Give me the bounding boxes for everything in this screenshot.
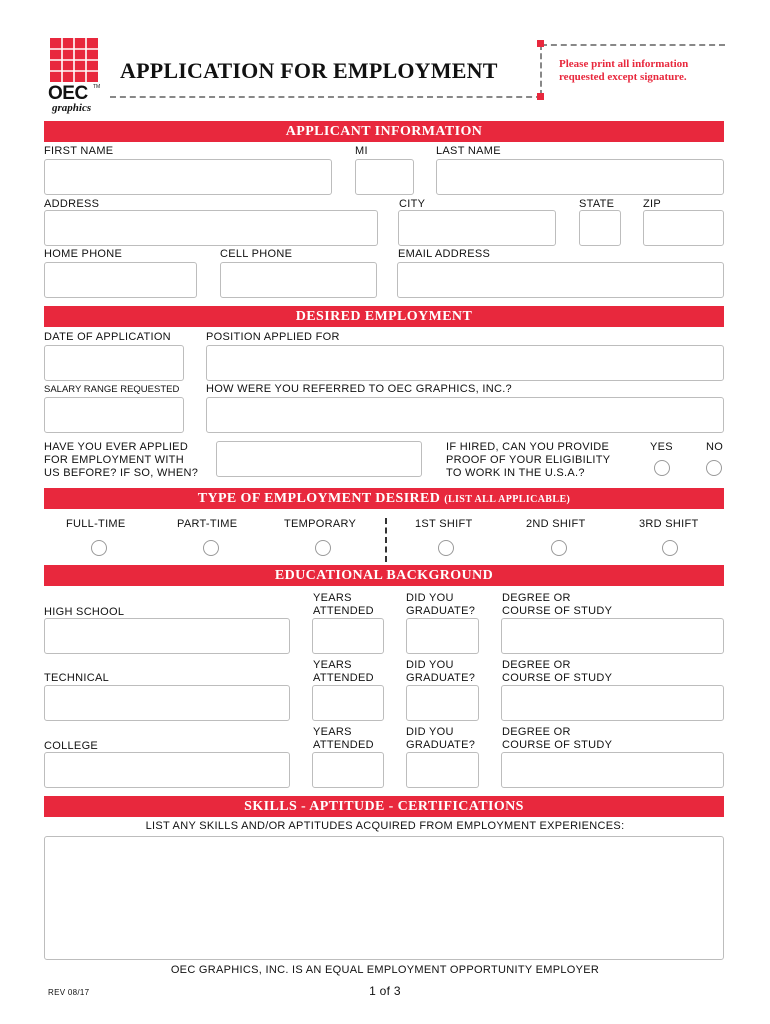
degree-line: COURSE OF STUDY [502,605,613,617]
degree-line: DEGREE OR [502,592,571,604]
corner-marker [537,40,544,47]
high-school-years-field[interactable] [312,618,384,654]
email-field[interactable] [397,262,724,298]
first-name-field[interactable] [44,159,332,195]
logo-subtext: graphics [52,102,92,114]
type-option-label: FULL-TIME [66,518,126,530]
education-col-degree [502,726,612,752]
header-dashed-rule [110,96,542,98]
state-field[interactable] [579,210,621,246]
education-col-graduate [406,592,475,618]
college-name-field[interactable] [44,752,290,788]
section-applicant-header: APPLICANT INFORMATION [44,121,724,142]
first-name-label: FIRST NAME [44,145,114,157]
applied-before-line: HAVE YOU EVER APPLIED [44,441,189,453]
eligibility-line: TO WORK IN THE U.S.A.? [446,467,585,479]
referred-label: HOW WERE YOU REFERRED TO OEC GRAPHICS, INC.? [206,383,512,395]
years-line: YEARS [313,592,352,604]
city-label: CITY [399,198,426,210]
city-field[interactable] [398,210,556,246]
high-school-graduate-field[interactable] [406,618,479,654]
mi-label: MI [355,145,368,157]
applied-before-line: US BEFORE? IF SO, WHEN? [44,467,199,479]
address-label: ADDRESS [44,198,100,210]
full-time-radio[interactable] [91,540,107,556]
degree-line: DEGREE OR [502,726,571,738]
print-note-line: Please print all information [559,58,689,70]
eeo-statement: OEC GRAPHICS, INC. IS AN EQUAL EMPLOYMENT OPPORTUNITY EMPLOYER [170,964,600,976]
college-label: COLLEGE [44,740,99,752]
education-col-degree [502,659,612,685]
type-option-label: 2ND SHIFT [526,518,586,530]
type-option-label: TEMPORARY [284,518,357,530]
eligibility-no-radio[interactable] [706,460,722,476]
referred-field[interactable] [206,397,724,433]
skills-instruction: LIST ANY SKILLS AND/OR APTITUDES ACQUIRED FROM EMPLOYMENT EXPERIENCES: [145,820,625,832]
salary-label: SALARY RANGE REQUESTED [44,384,180,395]
part-time-radio[interactable] [203,540,219,556]
technical-degree-field[interactable] [501,685,724,721]
degree-line: DEGREE OR [502,659,571,671]
college-years-field[interactable] [312,752,384,788]
graduate-line: DID YOU [406,659,454,671]
state-label: STATE [579,198,615,210]
type-option-label: 1ST SHIFT [415,518,473,530]
print-note [559,58,688,84]
high-school-label: HIGH SCHOOL [44,606,125,618]
eligibility-no-label: NO [706,441,724,453]
graduate-line: DID YOU [406,592,454,604]
technical-graduate-field[interactable] [406,685,479,721]
eligibility-line: IF HIRED, CAN YOU PROVIDE [446,441,610,453]
note-divider [540,44,542,96]
technical-label: TECHNICAL [44,672,110,684]
email-label: EMAIL ADDRESS [398,248,491,260]
graduate-line: DID YOU [406,726,454,738]
mi-field[interactable] [355,159,414,195]
graduate-line: GRADUATE? [406,605,476,617]
technical-years-field[interactable] [312,685,384,721]
section-desired-header: DESIRED EMPLOYMENT [44,306,724,327]
applied-before-label [44,441,198,480]
type-option-label: 3RD SHIFT [639,518,699,530]
years-line: ATTENDED [313,672,374,684]
page-title: APPLICATION FOR EMPLOYMENT [120,58,498,83]
page-number: 1 of 3 [369,984,401,998]
eligibility-yes-radio[interactable] [654,460,670,476]
last-name-label: LAST NAME [436,145,501,157]
high-school-name-field[interactable] [44,618,290,654]
section-skills-header: SKILLS - APTITUDE - CERTIFICATIONS [44,796,724,817]
education-col-degree [502,592,612,618]
high-school-degree-field[interactable] [501,618,724,654]
skills-textarea[interactable] [44,836,724,960]
print-note-line: requested except signature. [559,71,687,83]
address-field[interactable] [44,210,378,246]
section-type-title: TYPE OF EMPLOYMENT DESIRED [197,491,441,506]
section-type-header [44,488,724,509]
shift-divider [385,518,387,562]
temporary-radio[interactable] [315,540,331,556]
cell-phone-field[interactable] [220,262,377,298]
corner-marker [537,93,544,100]
education-col-years [313,592,374,618]
last-name-field[interactable] [436,159,724,195]
position-field[interactable] [206,345,724,381]
applied-before-line: FOR EMPLOYMENT WITH [44,454,184,466]
cell-phone-label: CELL PHONE [220,248,293,260]
type-option-label: PART-TIME [177,518,238,530]
third-shift-radio[interactable] [662,540,678,556]
graduate-line: GRADUATE? [406,672,476,684]
date-of-application-label: DATE OF APPLICATION [44,331,171,343]
note-dashed-rule [541,44,725,46]
applied-before-field[interactable] [216,441,422,477]
technical-name-field[interactable] [44,685,290,721]
second-shift-radio[interactable] [551,540,567,556]
years-line: ATTENDED [313,739,374,751]
education-col-years [313,726,374,752]
education-col-graduate [406,726,475,752]
years-line: YEARS [313,726,352,738]
zip-field[interactable] [643,210,724,246]
section-education-header: EDUCATIONAL BACKGROUND [44,565,724,586]
years-line: ATTENDED [313,605,374,617]
zip-label: ZIP [643,198,662,210]
home-phone-field[interactable] [44,262,197,298]
date-of-application-field[interactable] [44,345,184,381]
position-label: POSITION APPLIED FOR [206,331,340,343]
education-col-graduate [406,659,475,685]
college-degree-field[interactable] [501,752,724,788]
eligibility-line: PROOF OF YOUR ELIGIBILITY [446,454,611,466]
logo-text: OEC [48,83,88,104]
logo-trademark: TM [93,84,101,90]
revision-date: REV 08/17 [48,988,90,997]
degree-line: COURSE OF STUDY [502,672,613,684]
degree-line: COURSE OF STUDY [502,739,613,751]
graduate-line: GRADUATE? [406,739,476,751]
section-type-note: (LIST ALL APPLICABLE) [444,494,571,505]
eligibility-yes-label: YES [650,441,673,453]
college-graduate-field[interactable] [406,752,479,788]
education-col-years [313,659,374,685]
years-line: YEARS [313,659,352,671]
eligibility-label [446,441,610,480]
first-shift-radio[interactable] [438,540,454,556]
salary-field[interactable] [44,397,184,433]
home-phone-label: HOME PHONE [44,248,123,260]
